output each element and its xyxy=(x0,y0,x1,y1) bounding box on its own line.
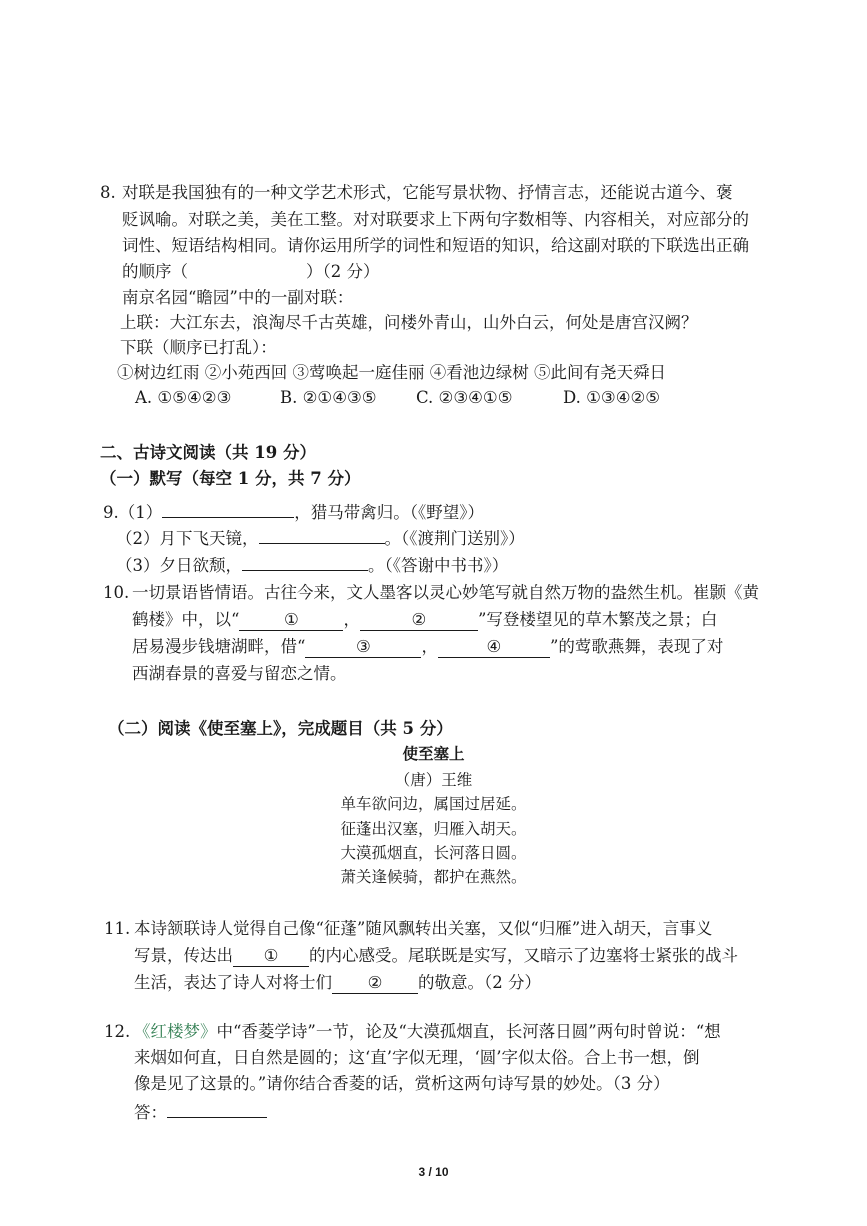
q12-line-2: 来烟如何直，日自然是圆的；这‘直’字似无理，‘圆’字似太俗。合上书一想，倒 xyxy=(134,1048,700,1067)
q10-line-2 xyxy=(132,607,717,633)
q12-answer-label: 答： xyxy=(134,1103,167,1122)
q11-number: 11. xyxy=(104,919,131,938)
page-number: 3 / 10 xyxy=(418,1165,449,1179)
q12-number: 12. xyxy=(104,1022,131,1041)
q11-line-2-suffix: 的内心感受。尾联既是实写，又暗示了边塞将士紧张的战斗 xyxy=(309,946,738,965)
q10-line-4: 西湖春景的喜爱与留恋之情。 xyxy=(132,664,347,683)
q11-line-1: 本诗颔联诗人觉得自己像“征蓬”随风飘转出关塞，又似“归雁”进入胡天，言事义 xyxy=(134,919,713,938)
q8-option-b[interactable]: B. ②①④③⑤ xyxy=(280,388,377,407)
q8-option-c[interactable]: C. ②③④①⑤ xyxy=(416,388,513,407)
q9-c-prefix: （3）夕日欲颓， xyxy=(116,556,242,575)
q11-line-3-suffix: 的敬意。（2 分） xyxy=(418,973,541,992)
q12-line-3: 像是见了这景的。”请你结合香菱的话，赏析这两句诗写景的妙处。（3 分） xyxy=(134,1074,670,1093)
part-2-heading: （二）阅读《使至塞上》，完成题目（共 5 分） xyxy=(108,719,453,738)
q9-a-prefix: （1） xyxy=(118,503,163,522)
q9-a-blank[interactable] xyxy=(162,497,294,518)
q12-line-1 xyxy=(134,1019,721,1045)
q9-number: 9. xyxy=(103,503,119,522)
q12-book-title: 《红楼梦》 xyxy=(134,1022,217,1041)
q9-line-1 xyxy=(103,497,484,526)
q11-line-2-prefix: 写景，传达出 xyxy=(134,946,233,965)
q9-c-blank[interactable] xyxy=(242,550,368,571)
q9-c-suffix: 。（《答谢中书书》） xyxy=(368,556,509,575)
section-2-part-1-heading: （一）默写（每空 1 分，共 7 分） xyxy=(100,469,361,488)
q8-items: ①树边红雨 ②小苑西回 ③莺唤起一庭佳丽 ④看池边绿树 ⑤此间有尧天舜日 xyxy=(117,363,666,382)
q11-blank-1[interactable]: ① xyxy=(233,946,309,967)
q9-b-blank[interactable] xyxy=(259,523,385,544)
q10-comma-1: ， xyxy=(343,610,360,629)
q10-comma-2: ， xyxy=(421,637,438,656)
q8-line-1: 对联是我国独有的一种文学艺术形式，它能写景状物、抒情言志，还能说古道今、褒 xyxy=(122,183,733,202)
q8-line-4-prefix: 的顺序（ xyxy=(122,262,188,281)
q10-number: 10. xyxy=(103,583,130,602)
q8-intro: 南京名园“瞻园”中的一副对联： xyxy=(122,288,354,307)
q9-line-2 xyxy=(116,523,525,552)
q10-blank-2[interactable]: ② xyxy=(360,610,478,631)
q10-line-2-suffix: ”写登楼望见的草木繁茂之景；白 xyxy=(477,610,718,629)
q11-blank-2[interactable]: ② xyxy=(332,973,418,994)
q12-answer-blank[interactable] xyxy=(167,1097,267,1118)
q9-b-prefix: （2）月下飞天镜， xyxy=(116,529,259,548)
q10-line-3 xyxy=(132,634,723,660)
poem-line-1: 单车欲问边，属国过居延。 xyxy=(340,795,527,813)
q8-line-4 xyxy=(122,259,380,285)
q9-b-suffix: 。（《渡荆门送别》） xyxy=(384,529,525,548)
q11-line-2 xyxy=(134,943,738,969)
q8-option-d[interactable]: D. ①③④②⑤ xyxy=(563,388,661,407)
q9-a-suffix: ，猎马带禽归。（《野望》） xyxy=(294,503,484,522)
q10-line-1: 一切景语皆情语。古往今来，文人墨客以灵心妙笔写就自然万物的盎然生机。崔颢《黄 xyxy=(132,583,759,602)
q8-line-4-suffix: ）（2 分） xyxy=(306,262,380,281)
q12-answer-line xyxy=(134,1097,267,1126)
q8-lower-label: 下联（顺序已打乱）： xyxy=(120,338,277,357)
q8-upper-couplet: 上联：大江东去，浪淘尽千古英雄，问楼外青山，山外白云，何处是唐宫汉阙？ xyxy=(120,313,698,332)
q10-line-3-prefix: 居易漫步钱塘湖畔，借“ xyxy=(132,637,306,656)
q10-blank-4[interactable]: ④ xyxy=(438,637,550,658)
q8-number: 8. xyxy=(100,183,116,202)
poem-line-4: 萧关逢候骑，都护在燕然。 xyxy=(340,868,527,886)
q8-line-3: 词性、短语结构相同。请你运用所学的词性和短语的知识，给这副对联的下联选出正确 xyxy=(122,236,749,255)
poem-line-3: 大漠孤烟直，长河落日圆。 xyxy=(340,844,527,862)
q12-line-1-rest: 中“香菱学诗”一节，论及“大漠孤烟直，长河落日圆”两句时曾说：“想 xyxy=(216,1022,721,1041)
poem-author: （唐）王维 xyxy=(394,771,473,789)
q10-line-3-suffix: ”的莺歌燕舞，表现了对 xyxy=(549,637,724,656)
section-2-heading: 二、古诗文阅读（共 19 分） xyxy=(100,443,316,462)
q11-line-3 xyxy=(134,970,541,996)
q11-line-3-prefix: 生活，表达了诗人对将士们 xyxy=(134,973,332,992)
q10-blank-3[interactable]: ③ xyxy=(305,637,421,658)
q10-blank-1[interactable]: ① xyxy=(239,610,343,631)
q8-option-a[interactable]: A. ①⑤④②③ xyxy=(135,388,232,407)
poem-title: 使至塞上 xyxy=(402,744,465,763)
q9-line-3 xyxy=(116,550,508,579)
q8-line-2: 贬讽喻。对联之美，美在工整。对对联要求上下两句字数相等、内容相关，对应部分的 xyxy=(122,210,749,229)
poem-line-2: 征蓬出汉塞，归雁入胡天。 xyxy=(340,820,527,838)
q10-line-2-prefix: 鹤楼》中，以“ xyxy=(132,610,240,629)
